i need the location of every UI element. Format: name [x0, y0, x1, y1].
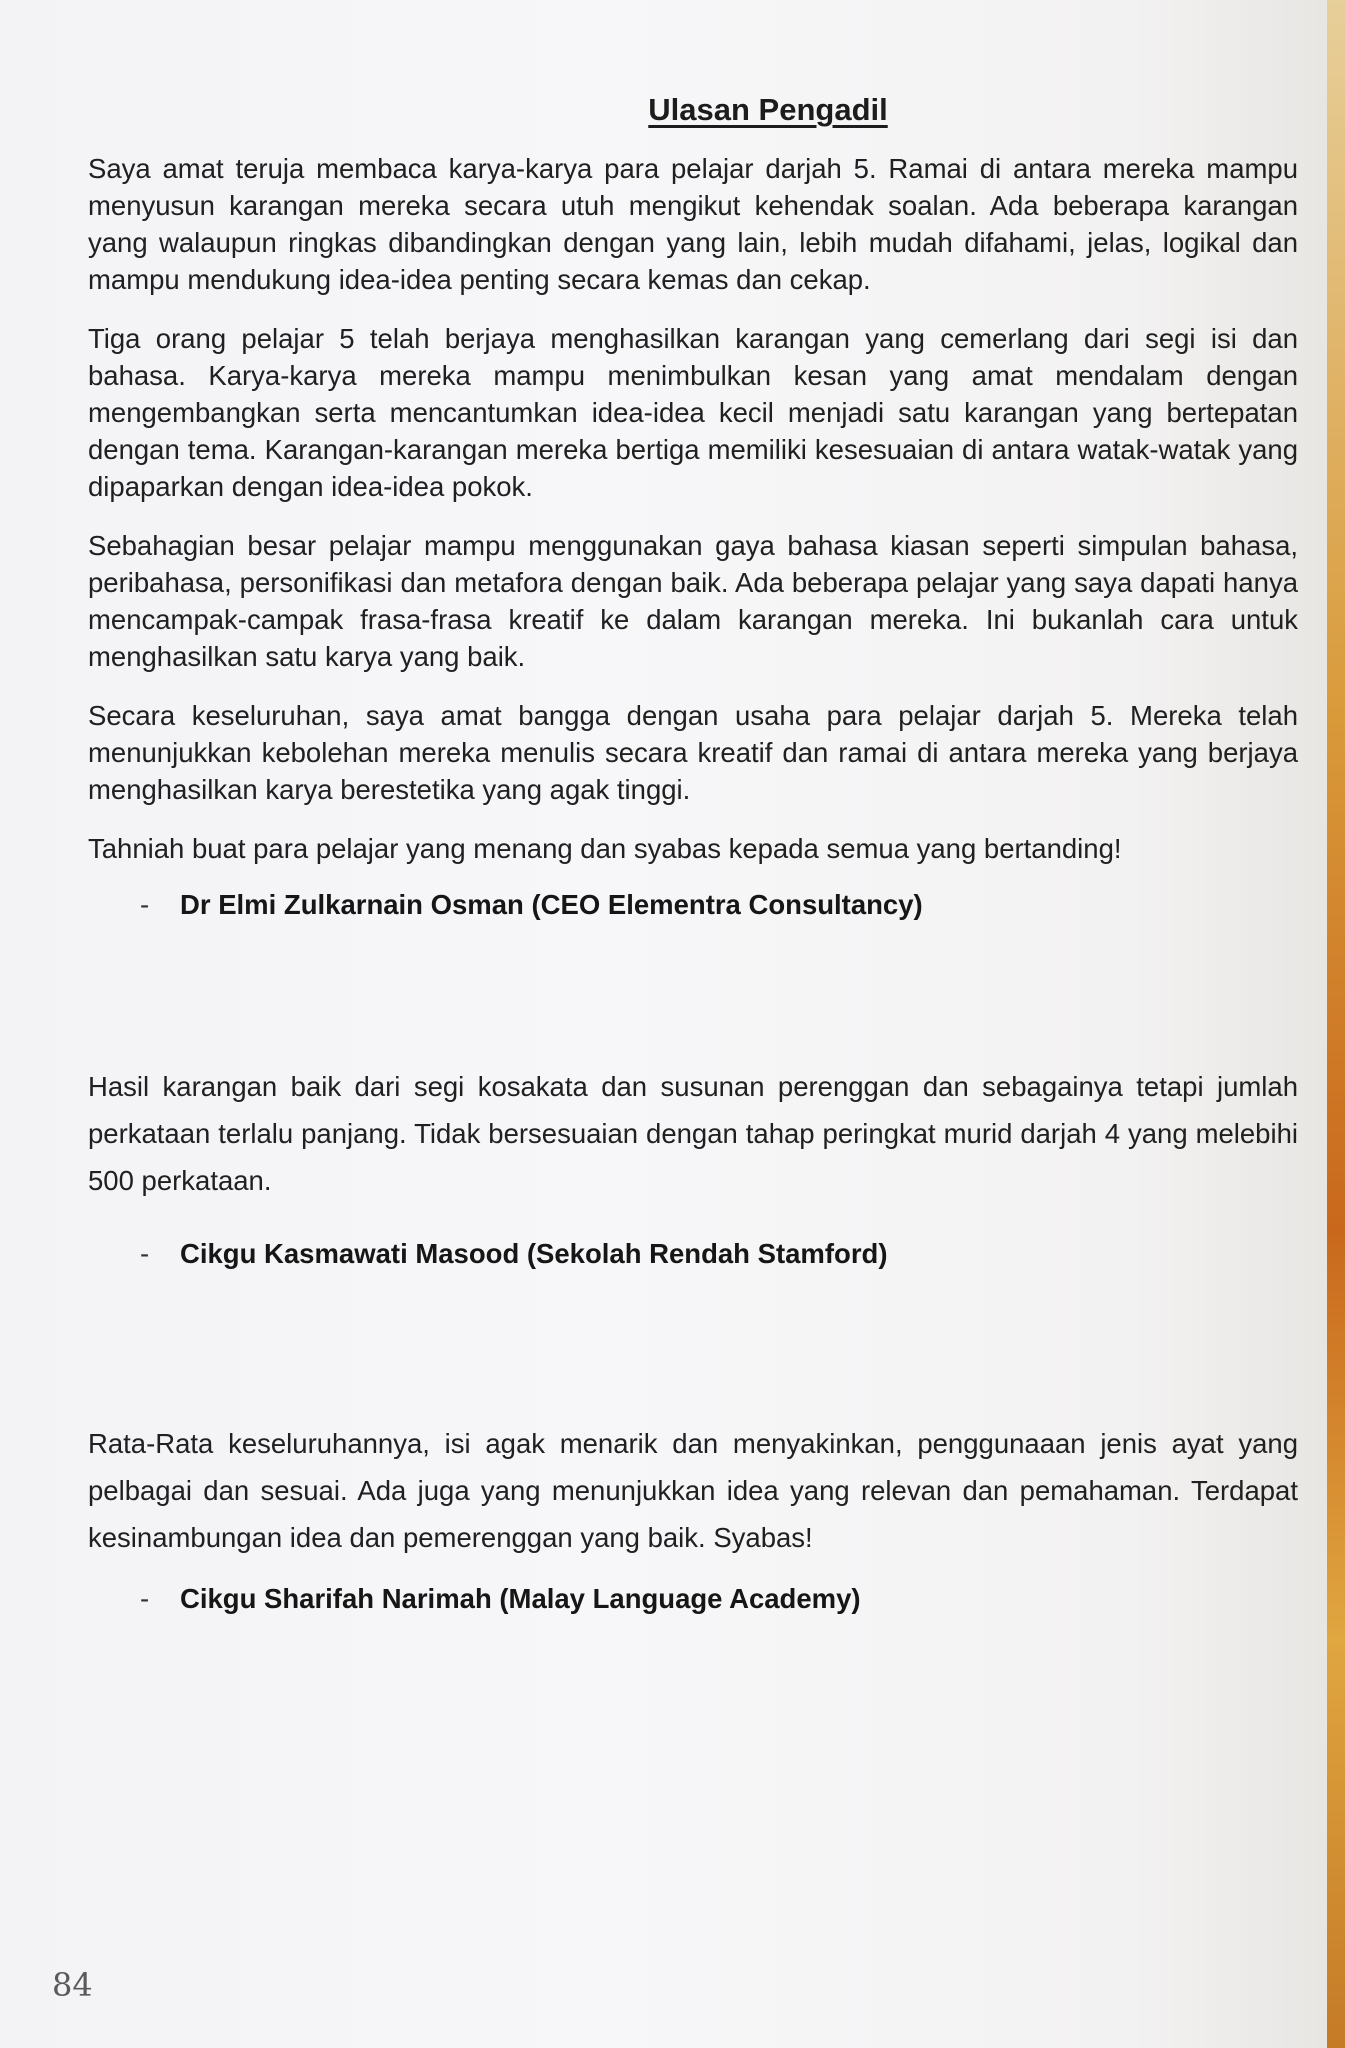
review-2-paragraph: Hasil karangan baik dari segi kosakata dan susunan perenggan dan sebagainya tetapi jumlah perkataan terlalu panjang. Tidak bersesuaian dengan tahap peringkat murid darjah 4 yang melebihi 500 perkataan. — [88, 1071, 1298, 1196]
signature-name: Cikgu Kasmawati Masood (Sekolah Rendah Stamford) — [180, 1238, 888, 1269]
review-1-paragraph-3: Sebahagian besar pelajar mampu menggunakan gaya bahasa kiasan seperti simpulan bahasa, peribahasa, personifikasi dan metafora dengan baik. Ada beberapa pelajar yang saya dapati hanya mencampak-campak frasa-frasa kreatif ke dalam karangan mereka. Ini bukanlah cara untuk menghasilkan satu karya yang baik. — [88, 530, 1298, 672]
signature-dash: - — [140, 889, 150, 920]
signature-dash: - — [140, 1238, 150, 1269]
review-1-paragraph-2: Tiga orang pelajar 5 telah berjaya menghasilkan karangan yang cemerlang dari segi isi dan bahasa. Karya-karya mereka mampu menimbulkan kesan yang amat mendalam dengan mengembangkan serta mencantumkan idea-idea kecil menjadi satu karangan yang bertepatan dengan tema. Karangan-karangan mereka bertiga memiliki kesesuaian di antara watak-watak yang dipaparkan dengan idea-idea pokok. — [88, 323, 1298, 502]
signature-dash: - — [140, 1583, 150, 1614]
review-1 — [88, 150, 1298, 921]
signature-name: Dr Elmi Zulkarnain Osman (CEO Elementra Consultancy) — [180, 889, 923, 920]
page-title: Ulasan Pengadil — [648, 92, 888, 127]
review-2-signature — [140, 1238, 1298, 1270]
review-3-signature — [140, 1583, 1298, 1615]
review-2 — [88, 1063, 1298, 1270]
review-1-paragraph-4: Secara keseluruhan, saya amat bangga dengan usaha para pelajar darjah 5. Mereka telah menunjukkan kebolehan mereka menulis secara kreatif dan ramai di antara mereka yang berjaya menghasilkan karya berestetika yang agak tinggi. — [88, 700, 1298, 805]
page-content — [88, 92, 1298, 1615]
review-3-paragraph: Rata-Rata keseluruhannya, isi agak menarik dan menyakinkan, penggunaaan jenis ayat yang pelbagai dan sesuai. Ada juga yang menunjukkan idea yang relevan dan pemahaman. Terdapat kesinambungan idea dan pemerenggan yang baik. Syabas! — [88, 1428, 1298, 1553]
review-3 — [88, 1420, 1298, 1615]
review-1-paragraph-1: Saya amat teruja membaca karya-karya para pelajar darjah 5. Ramai di antara mereka mampu menyusun karangan mereka secara utuh mengikut kehendak soalan. Ada beberapa karangan yang walaupun ringkas dibandingkan dengan yang lain, lebih mudah difahami, jelas, logikal dan mampu mendukung idea-idea penting secara kemas dan cekap. — [88, 153, 1298, 295]
signature-name: Cikgu Sharifah Narimah (Malay Language Academy) — [180, 1583, 861, 1614]
review-1-signature — [140, 889, 1298, 921]
review-1-paragraph-5: Tahniah buat para pelajar yang menang dan syabas kepada semua yang bertanding! — [88, 833, 1122, 864]
page-number: 84 — [52, 1966, 93, 2004]
